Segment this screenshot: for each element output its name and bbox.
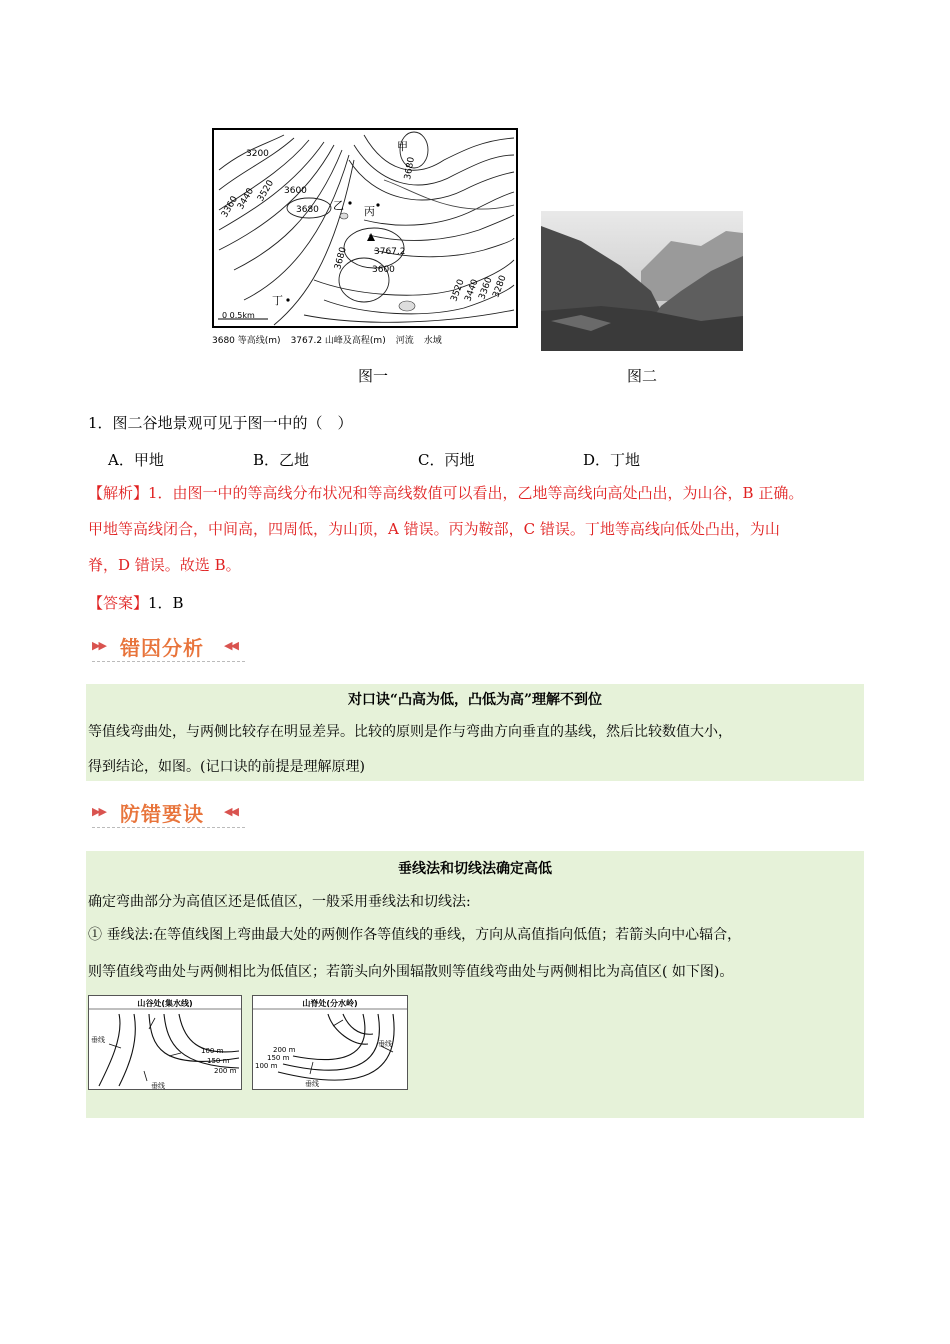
contour-label: 3520 xyxy=(255,178,277,204)
option-d: D．丁地 xyxy=(583,451,641,469)
double-arrow-right-icon: ▶▶ xyxy=(92,805,105,818)
water-body xyxy=(399,301,415,311)
banner-title: 防错要诀 xyxy=(120,802,204,826)
box-title: 对口诀“凸高为低，凸低为高”理解不到位 xyxy=(347,692,603,708)
valley-perp-label: 垂线 xyxy=(151,1082,165,1089)
ridge-perp-label: 垂线 xyxy=(305,1080,319,1088)
peak-elevation: 3767.2 xyxy=(374,247,406,257)
peak-icon xyxy=(367,233,375,241)
double-arrow-left-icon: ◀◀ xyxy=(224,639,237,652)
double-arrow-left-icon: ◀◀ xyxy=(224,805,237,818)
contour-label: 3600 xyxy=(372,265,395,275)
valley-title: 山谷处(集水线) xyxy=(137,999,193,1008)
legend-peak: 3767.2 山峰及高程(m) xyxy=(290,335,386,346)
water-body xyxy=(340,213,348,219)
prevention-tips-box xyxy=(86,851,864,1118)
ridge-title: 山脊处(分水岭) xyxy=(302,999,358,1008)
question-text: 1．图二谷地景观可见于图一中的（ ） xyxy=(88,414,353,432)
contour-label: 3440 xyxy=(235,186,257,212)
scale-label: 0 0.5km xyxy=(222,311,255,320)
answer-bracket: 【答案】 xyxy=(88,594,149,612)
error-prevention-banner xyxy=(90,796,245,828)
option-c: C．丙地 xyxy=(418,451,475,469)
error-analysis-banner xyxy=(90,630,245,662)
map-legend xyxy=(212,330,542,348)
answer xyxy=(88,592,184,613)
contour-label: 3680 xyxy=(403,156,417,181)
contour-label: 3360 xyxy=(477,276,495,302)
legend-contour: 3680 等高线(m) xyxy=(212,335,281,346)
ridge-perp-label: 垂线 xyxy=(378,1040,392,1048)
analysis-line-1: 【解析】1．由图一中的等高线分布状况和等高线数值可以看出，乙地等高线向高处凸出，为山谷，B 正确。 xyxy=(88,484,804,502)
valley-200m: 200 m xyxy=(214,1067,237,1075)
answer-text: 1．B xyxy=(148,594,184,612)
valley-150m: 150 m xyxy=(207,1057,230,1065)
box-line-1: 确定弯曲部分为高值区还是低值区，一般采用垂线法和切线法: xyxy=(88,894,471,910)
box-title: 垂线法和切线法确定高低 xyxy=(398,861,552,877)
option-b: B．乙地 xyxy=(253,451,310,469)
option-a: A．甲地 xyxy=(108,451,164,469)
ridge-contour-diagram xyxy=(253,996,407,1089)
ridge-200m: 200 m xyxy=(273,1046,296,1054)
place-label-yi: 乙 xyxy=(333,199,344,212)
contour-label: 3360 xyxy=(219,194,241,220)
place-label-jia: 甲 xyxy=(397,140,408,153)
error-reason-box xyxy=(86,684,864,781)
place-label-bing: 丙 xyxy=(364,205,375,218)
contour-label: 3600 xyxy=(284,186,307,196)
contour-label: 3280 xyxy=(491,274,509,300)
valley-photo xyxy=(541,211,743,351)
contour-label: 3520 xyxy=(449,278,467,304)
figure1-caption: 图一 xyxy=(358,367,389,385)
valley-contour-diagram xyxy=(89,996,241,1089)
question-options xyxy=(108,449,808,469)
analysis-line-2: 甲地等高线闭合，中间高，四周低，为山顶，A 错误。丙为鞍部，C 错误。丁地等高线向低处凸出，为山 xyxy=(88,520,780,538)
contour-map-figure xyxy=(212,128,518,328)
place-label-ding: 丁 xyxy=(272,294,283,307)
contour-label: 3440 xyxy=(463,278,481,304)
valley-perp-label: 垂线 xyxy=(91,1036,105,1044)
ridge-150m: 150 m xyxy=(267,1054,290,1062)
analysis-line-3: 脊，D 错误。故选 B。 xyxy=(88,556,241,574)
contour-label: 3680 xyxy=(333,246,349,271)
legend-river: 河流 xyxy=(395,335,414,346)
valley-diagram xyxy=(88,995,242,1090)
legend-water: 水域 xyxy=(423,335,442,346)
box-line-1: 等值线弯曲处，与两侧比较存在明显差异。比较的原则是作与弯曲方向垂直的基线，然后比较数值大小， xyxy=(88,724,732,740)
banner-title: 错因分析 xyxy=(120,636,204,660)
double-arrow-right-icon: ▶▶ xyxy=(92,639,105,652)
contour-map xyxy=(214,130,516,326)
figure2-caption: 图二 xyxy=(627,367,658,385)
valley-100m: 100 m xyxy=(201,1047,224,1055)
valley-landscape-image xyxy=(541,211,743,351)
box-line-2: ① 垂线法:在等值线图上弯曲最大处的两侧作各等值线的垂线，方向从高值指向低值；若箭头向中心辐合， xyxy=(88,927,742,943)
contour-label: 3680 xyxy=(296,205,319,215)
ridge-diagram xyxy=(252,995,408,1090)
box-line-2: 得到结论，如图。(记口诀的前提是理解原理) xyxy=(88,759,365,775)
ridge-100m: 100 m xyxy=(255,1062,278,1070)
contour-label: 3200 xyxy=(246,149,269,159)
box-line-3: 则等值线弯曲处与两侧相比为低值区；若箭头向外围辐散则等值线弯曲处与两侧相比为高值区( 如下图)。 xyxy=(88,964,734,980)
